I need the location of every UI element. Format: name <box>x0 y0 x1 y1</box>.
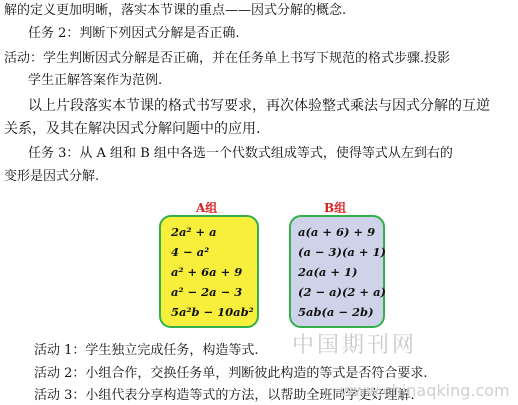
summary-line-cont: 关系，及其在解决因式分解问题中的应用. <box>4 121 261 137</box>
activity-line-cont: 学生正解答案作为范例. <box>28 73 163 88</box>
activity-line: 活动：学生判断因式分解是否正确，并在任务单上书写下规范的格式步骤.投影 <box>4 51 451 66</box>
group-b-expression: 2a(a + 1) <box>298 265 358 279</box>
group-b-expression: (a − 3)(a + 1) <box>298 245 386 259</box>
group-b-title: B组 <box>324 201 347 215</box>
activity-2-line: 活动 2：小组合作，交换任务单，判断彼此构造的等式是否符合要求. <box>34 366 428 381</box>
paragraph-line-1: 解的定义更加明晰，落实本节课的重点——因式分解的概念. <box>4 3 347 18</box>
group-a-expression: 5a²b − 10ab² <box>171 305 254 319</box>
activity-1-line: 活动 1：学生独立完成任务，构造等式. <box>34 343 259 358</box>
task-2-line: 任务 2：判断下列因式分解是否正确. <box>28 26 240 41</box>
group-a-box <box>159 215 259 328</box>
group-b-box <box>289 215 385 328</box>
group-a-expression: a² + 6a + 9 <box>171 265 243 279</box>
watermark-url: www.chinaqking.com <box>340 381 510 400</box>
group-b-expression: a(a + 6) + 9 <box>298 225 376 239</box>
summary-line: 以上片段落实本节课的格式书写要求，再次体验整式乘法与因式分解的互逆 <box>28 98 490 114</box>
group-a-title: A组 <box>196 201 218 215</box>
activity-3-line: 活动 3：小组代表分享构造等式的方法，以帮助全班同学更好理解. <box>34 388 415 403</box>
task-3-line: 任务 3：从 A 组和 B 组中各选一个代数式组成等式，使得等式从左到右的 <box>28 146 453 161</box>
watermark-logo: 中国期刊网 <box>292 333 418 358</box>
group-b-expression: (2 − a)(2 + a) <box>298 285 386 299</box>
group-a-expression: a² − 2a − 3 <box>171 285 243 299</box>
group-a-expression: 2a² + a <box>171 225 217 239</box>
task-3-line-cont: 变形是因式分解. <box>4 169 100 184</box>
group-b-expression: 5ab(a − 2b) <box>298 305 374 319</box>
group-a-expression: 4 − a² <box>171 245 210 259</box>
